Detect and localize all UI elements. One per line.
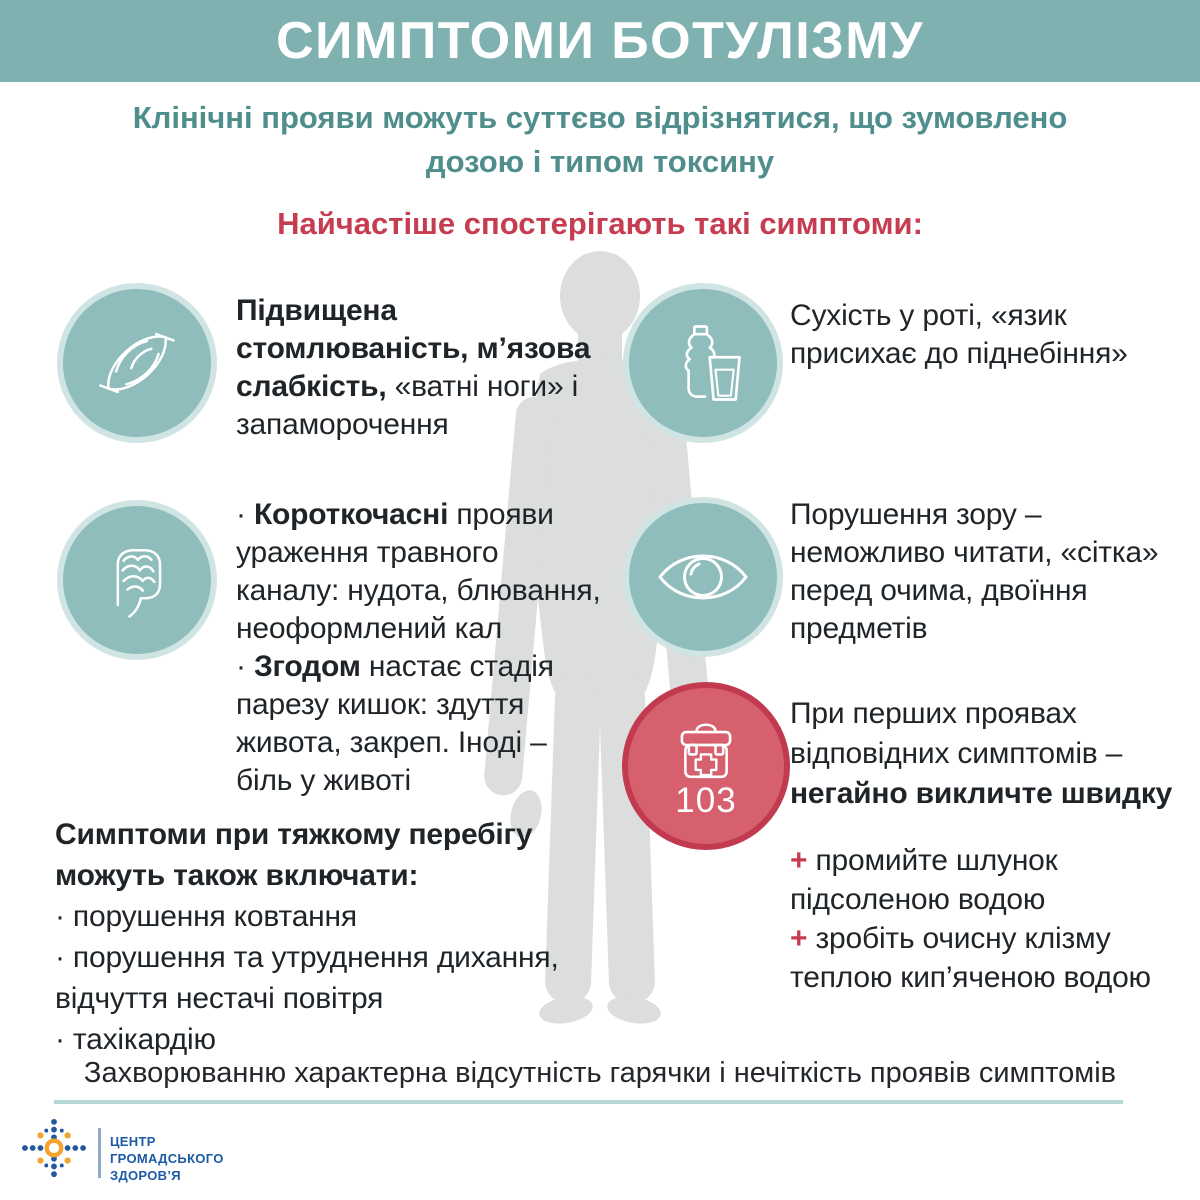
text-line: Симптоми при тяжкому перебігу (55, 818, 533, 851)
footer-divider (54, 1100, 1123, 1104)
symptom-digestive-text (236, 496, 601, 800)
text-line: можуть також включати: (55, 859, 419, 892)
header-band (0, 0, 1200, 82)
text-line: перед очима, двоїння (790, 574, 1088, 607)
first-aid-kit-icon (622, 682, 790, 850)
subtitle (0, 96, 1200, 184)
text-line: + промийте шлунок (790, 844, 1058, 877)
text-line: живота, закреп. Іноді – (236, 726, 547, 759)
section-heading: Найчастіше спостерігають такі симптоми: (277, 206, 923, 241)
text-line: · порушення ковтання (55, 900, 357, 933)
severe-symptoms-text (55, 814, 559, 1060)
emergency-number: 103 (675, 781, 737, 820)
logo-text-line: ГРОМАДСЬКОГО (110, 1151, 224, 1166)
text-line: При перших проявах (790, 697, 1077, 730)
symptom-vision-text (790, 496, 1158, 648)
text-line: · тахікардію (55, 1023, 216, 1056)
first-aid-steps (790, 841, 1151, 997)
text-line: Сухість у роті, «язик (790, 299, 1067, 332)
muscle-icon (57, 283, 217, 443)
text-line: парезу кишок: здуття (236, 688, 525, 721)
text-line: негайно викличте швидку (790, 777, 1173, 810)
logo-text-line: ЦЕНТР (110, 1134, 156, 1149)
text-line: · Короткочасні прояви (236, 498, 554, 531)
subtitle-line-2: дозою і типом токсину (425, 144, 775, 179)
text-line: Підвищена (236, 294, 397, 327)
emergency-text (790, 694, 1172, 814)
logo-text-line: ЗДОРОВ’Я (110, 1168, 181, 1183)
symptom-fatigue-text (236, 292, 590, 444)
text-line: неможливо читати, «сітка» (790, 536, 1159, 569)
page-title: СИМПТОМИ БОТУЛІЗМУ (276, 12, 924, 70)
text-line: відчуття нестачі повітря (55, 982, 384, 1015)
text-line: слабкість, «ватні ноги» і (236, 370, 579, 403)
logo-text (110, 1133, 224, 1184)
text-line: теплою кип’яченою водою (790, 961, 1151, 994)
bottle-glass-icon (623, 283, 783, 443)
text-line: запаморочення (236, 408, 449, 441)
text-line: ураження травного (236, 536, 499, 569)
text-line: предметів (790, 612, 928, 645)
text-line: стомлюваність, м’язова (236, 332, 591, 365)
public-health-center-logo (20, 1117, 280, 1197)
text-line: неоформлений кал (236, 612, 502, 645)
text-line: каналу: нудота, блювання, (236, 574, 601, 607)
subtitle-line-1: Клінічні прояви можуть суттєво відрізнятися, що зумовлено (132, 100, 1068, 135)
text-line: підсоленою водою (790, 883, 1046, 916)
eye-icon (623, 497, 783, 657)
footer-note: Захворюванню характерна відсутність гарячки і нечіткість проявів симптомів (83, 1057, 1117, 1089)
text-line: Порушення зору – (790, 498, 1042, 531)
symptom-dry-mouth-text (790, 297, 1128, 373)
text-line: присихає до піднебіння» (790, 337, 1128, 370)
text-line: + зробіть очисну клізму (790, 922, 1111, 955)
text-line: відповідних симптомів – (790, 737, 1123, 770)
text-line: · Згодом настає стадія (236, 650, 554, 683)
logo-separator (98, 1128, 101, 1178)
logo-dots-icon (20, 1117, 88, 1179)
text-line: біль у животі (236, 764, 411, 797)
intestine-icon (57, 500, 217, 660)
text-line: · порушення та утруднення дихання, (55, 941, 559, 974)
